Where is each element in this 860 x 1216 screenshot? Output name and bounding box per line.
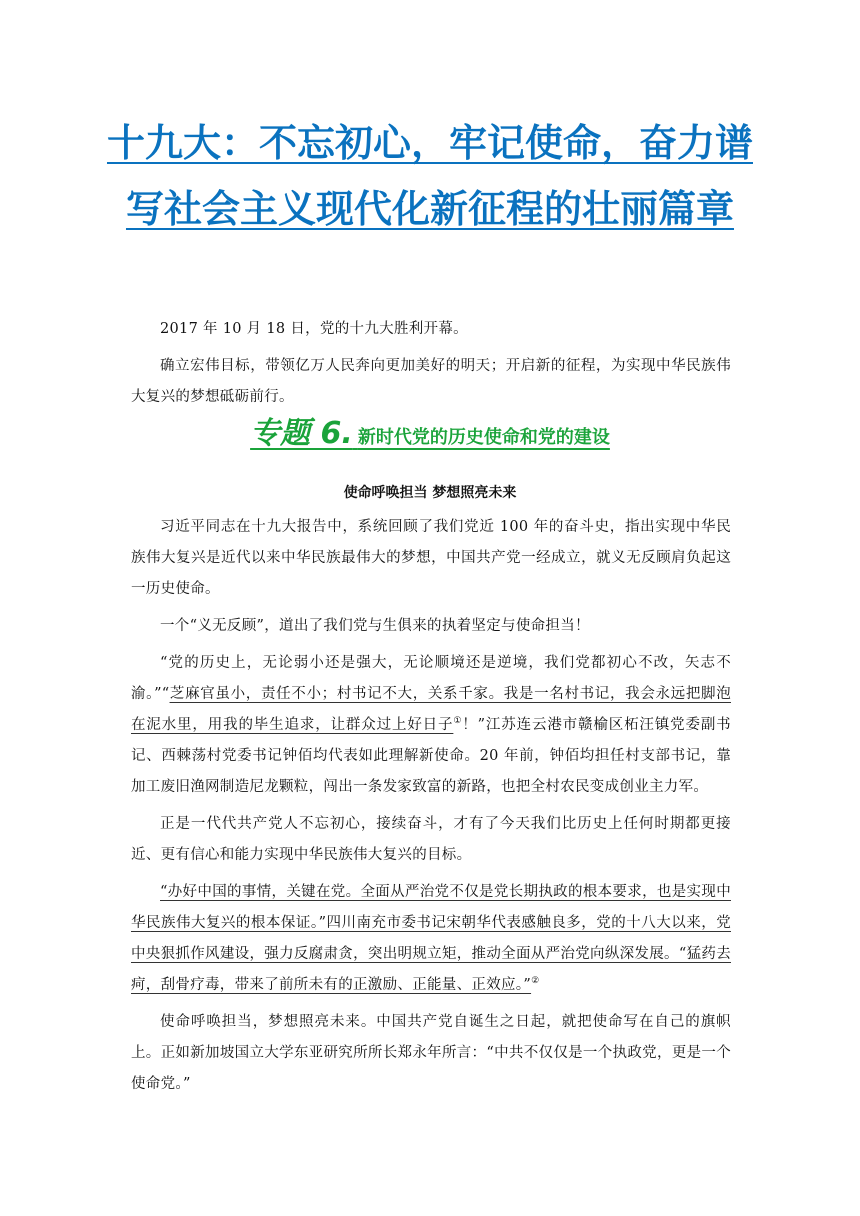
article-paragraph-3 (131, 648, 731, 803)
article-heading: 使命呼唤担当 梦想照亮未来 (343, 485, 517, 501)
section-heading-text (250, 416, 610, 451)
paragraph-text: ！”江苏连云港市赣榆区柘汪镇党委副书记、西棘荡村党委书记钟佰均代表如此理解新使命。20 年前，钟佰均担任村支部书记，靠加工废旧渔网制造尼龙颗粒，闯出一条发家致富的新路，也把全村农民变成创业主力军。 (131, 717, 731, 795)
page-title: 十九大：不忘初心，牢记使命，奋力谱写社会主义现代化新征程的壮丽篇章 (106, 121, 753, 231)
section-title: 新时代党的历史使命和党的建设 (357, 427, 610, 448)
intro-block (131, 314, 731, 413)
section-heading (130, 408, 730, 452)
intro-paragraph-2: 确立宏伟目标，带领亿万人民奔向更加美好的明天；开启新的征程，为实现中华民族伟大复兴的梦想砥砺前行。 (131, 358, 731, 405)
underlined-quote: 芝麻官虽小，责任不小；村书记不大，关系千家。我是一名村书记，我会永远把脚泡在泥水里，用我的毕生追求，让群众过上好日子 (131, 686, 731, 733)
footnote-marker-2: ② (531, 976, 540, 987)
intro-paragraph-1: 2017 年 10 月 18 日，党的十九大胜利开幕。 (160, 321, 468, 337)
article-paragraph-5 (131, 877, 731, 1001)
underlined-paragraph: “办好中国的事情，关键在党。全面从严治党不仅是党长期执政的根本要求，也是实现中华民族伟大复兴的根本保证。”四川南充市委书记宋朝华代表感触良多，党的十八大以来，党中央狠抓作风建设，强力反腐肃贪，突出明规立矩，推动全面从严治党向纵深发展。“猛药去疴，刮骨疗毒，带来了前所未有的正激励、正能量、正效应。” (131, 884, 731, 993)
footnote-marker-1: ① (453, 716, 463, 727)
article-body (131, 512, 731, 1100)
section-label: 专题 6. (250, 416, 353, 451)
article-paragraph-2: 一个“义无反顾”，道出了我们党与生俱来的执着坚定与使命担当！ (160, 618, 590, 634)
quote-text: “党的历史上，无论弱小还是强大，无论顺境还是逆境，我们党都初心不改，矢志不渝。”“ (131, 655, 731, 702)
article-paragraph-4: 正是一代代共产党人不忘初心，接续奋斗，才有了今天我们比历史上任何时期都更接近、更有信心和能力实现中华民族伟大复兴的目标。 (131, 816, 731, 863)
article-paragraph-1: 习近平同志在十九大报告中，系统回顾了我们党近 100 年的奋斗史，指出实现中华民族伟大复兴是近代以来中华民族最伟大的梦想，中国共产党一经成立，就义无反顾肩负起这一历史使命。 (131, 519, 731, 597)
article-paragraph-6: 使命呼唤担当，梦想照亮未来。中国共产党自诞生之日起，就把使命写在自己的旗帜上。正如新加坡国立大学东亚研究所所长郑永年所言：“中共不仅仅是一个执政党，更是一个使命党。” (131, 1014, 731, 1092)
